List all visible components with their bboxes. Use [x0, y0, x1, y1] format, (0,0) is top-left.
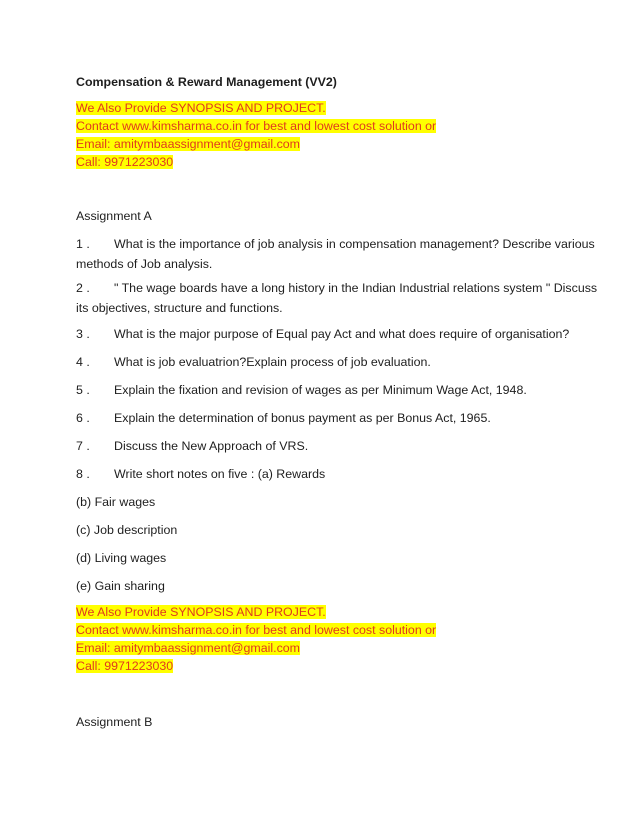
- subitem-d: (d) Living wages: [76, 551, 167, 565]
- promo-top-line-3: [76, 136, 300, 152]
- question-number: 6 .: [76, 411, 90, 425]
- question-number: 8 .: [76, 467, 90, 481]
- question-text: What is the importance of job analysis in compensation management? Describe various: [114, 237, 595, 251]
- question-number: 1 .: [76, 237, 90, 251]
- question-number: 3 .: [76, 327, 90, 341]
- subitem-c: (c) Job description: [76, 523, 178, 537]
- assignment-b-heading: Assignment B: [76, 715, 153, 729]
- question-text: Write short notes on five : (a) Rewards: [114, 467, 326, 481]
- promo-top-line-3-text: Email: amitymbaassignment@gmail.com: [76, 137, 300, 151]
- promo-bottom-line-3-text: Email: amitymbaassignment@gmail.com: [76, 641, 300, 655]
- promo-top-line-2: [76, 118, 436, 134]
- promo-bottom-line-1-text: We Also Provide SYNOPSIS AND PROJECT.: [76, 605, 326, 619]
- subitem-e: (e) Gain sharing: [76, 579, 165, 593]
- question-1-continuation: methods of Job analysis.: [76, 257, 213, 271]
- question-text: Discuss the New Approach of VRS.: [114, 439, 309, 453]
- subitem-b: (b) Fair wages: [76, 495, 156, 509]
- question-number: 7 .: [76, 439, 90, 453]
- question-2-continuation: its objectives, structure and functions.: [76, 301, 283, 315]
- question-number: 4 .: [76, 355, 90, 369]
- question-text: What is job evaluatrion?Explain process of job evaluation.: [114, 355, 431, 369]
- question-2: [76, 280, 597, 296]
- promo-top-line-4-text: Call: 9971223030: [76, 155, 174, 169]
- question-text: Explain the fixation and revision of wages as per Minimum Wage Act, 1948.: [114, 383, 527, 397]
- question-4: [76, 354, 431, 370]
- question-7: [76, 438, 308, 454]
- assignment-a-heading: Assignment A: [76, 209, 152, 223]
- question-text: Explain the determination of bonus payment as per Bonus Act, 1965.: [114, 411, 491, 425]
- promo-top-line-1: [76, 100, 326, 116]
- question-8: [76, 466, 325, 482]
- question-6: [76, 410, 491, 426]
- promo-bottom-line-2-text: Contact www.kimsharma.co.in for best and lowest cost solution or: [76, 623, 437, 637]
- question-1: [76, 236, 595, 252]
- question-5: [76, 382, 527, 398]
- promo-bottom-line-1: [76, 604, 326, 620]
- promo-bottom-line-3: [76, 640, 300, 656]
- question-number: 2 .: [76, 281, 90, 295]
- document-title: Compensation & Reward Management (VV2): [76, 75, 337, 89]
- question-text: What is the major purpose of Equal pay Act and what does require of organisation?: [114, 327, 570, 341]
- question-text: " The wage boards have a long history in the Indian Industrial relations system " Discuss: [114, 281, 598, 295]
- question-3: [76, 326, 569, 342]
- promo-top-line-2-text: Contact www.kimsharma.co.in for best and lowest cost solution or: [76, 119, 437, 133]
- promo-bottom-line-4: [76, 658, 173, 674]
- promo-bottom-line-2: [76, 622, 436, 638]
- question-number: 5 .: [76, 383, 90, 397]
- promo-top-line-1-text: We Also Provide SYNOPSIS AND PROJECT.: [76, 101, 326, 115]
- promo-top-line-4: [76, 154, 173, 170]
- promo-bottom-line-4-text: Call: 9971223030: [76, 659, 174, 673]
